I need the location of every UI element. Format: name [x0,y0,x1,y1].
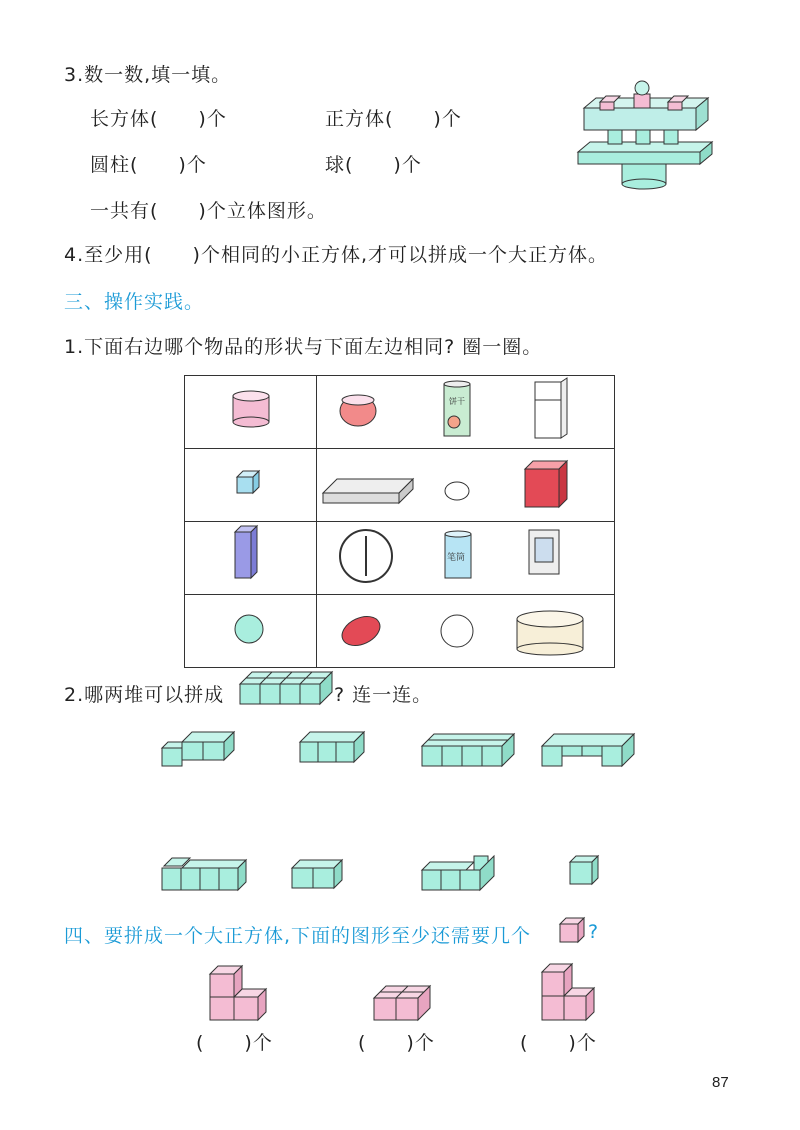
stacked-solids-figure [570,82,720,192]
s3-q1-text: 1.下面右边哪个物品的形状与下面左边相同? 圈一圈。 [64,336,543,358]
pink-figure-1 [208,964,270,1024]
table-row [185,376,615,449]
volleyball-icon[interactable] [441,615,473,647]
pile-top-3[interactable] [420,730,520,770]
q3-cylinder-blank[interactable]: 圆柱( )个 [90,154,207,176]
section4-title-prefix: 四、要拼成一个大正方体,下面的图形至少还需要几个 [64,925,532,947]
pile-bottom-4[interactable] [568,854,602,888]
q4-text[interactable]: 4.至少用( )个相同的小正方体,才可以拼成一个大正方体。 [64,244,608,266]
s3-q2-prefix: 2.哪两堆可以拼成 [64,684,225,706]
q3-title: 3.数一数,填一填。 [64,64,232,86]
target-cuboid-cell [185,522,317,595]
q3-total-blank[interactable]: 一共有( )个立体图形。 [90,200,327,222]
table-row [185,449,615,522]
pink-figure-2 [372,984,432,1024]
green-sphere-icon [235,615,263,643]
blue-cube-icon [237,471,259,493]
target-cylinder-cell [185,376,317,449]
table-row [185,522,615,595]
fridge-icon[interactable] [535,378,567,438]
pile-bottom-3[interactable] [420,852,500,894]
bowl-icon[interactable] [340,395,376,426]
football-icon[interactable] [337,611,384,651]
biscuit-can-icon[interactable] [444,381,470,436]
red-box-icon[interactable] [525,461,567,507]
pencil-holder-label: 笔筒 [447,553,466,563]
target-cube-cell [185,449,317,522]
pink-figure-3 [540,962,600,1024]
options-row4 [317,595,615,668]
q3-sphere-blank[interactable]: 球( )个 [325,154,422,176]
target-sphere-cell [185,595,317,668]
pile-top-2[interactable] [298,730,368,766]
gift-box-icon[interactable] [517,611,583,655]
s4-answer-2[interactable]: ( )个 [358,1032,435,1054]
pile-top-1[interactable] [160,730,240,770]
picture-frame-icon[interactable] [529,530,559,574]
s3-q2-suffix: ? 连一连。 [334,684,433,706]
page-number: 87 [712,1074,729,1091]
options-row1 [317,376,615,449]
box-tray-icon[interactable] [323,479,413,503]
section4-title-suffix: ? [588,921,600,943]
pink-cube-icon [558,916,586,944]
q3-cuboid-blank[interactable]: 长方体( )个 [90,108,227,130]
purple-cuboid-icon [235,526,257,578]
egg-icon[interactable] [445,482,469,500]
options-row3 [317,522,615,595]
clock-icon[interactable] [340,530,392,582]
pile-top-4[interactable] [540,730,640,770]
shape-match-table [184,375,615,668]
table-row [185,595,615,668]
options-row2 [317,449,615,522]
pile-bottom-1[interactable] [160,852,250,894]
s4-answer-1[interactable]: ( )个 [196,1032,273,1054]
biscuit-label: 饼干 [449,397,465,406]
target-block-4x2-icon [238,668,334,708]
pink-cylinder-icon [233,391,269,427]
pile-bottom-2[interactable] [290,858,346,892]
q3-cube-blank[interactable]: 正方体( )个 [325,108,462,130]
s4-answer-3[interactable]: ( )个 [520,1032,597,1054]
section3-title: 三、操作实践。 [64,291,205,313]
